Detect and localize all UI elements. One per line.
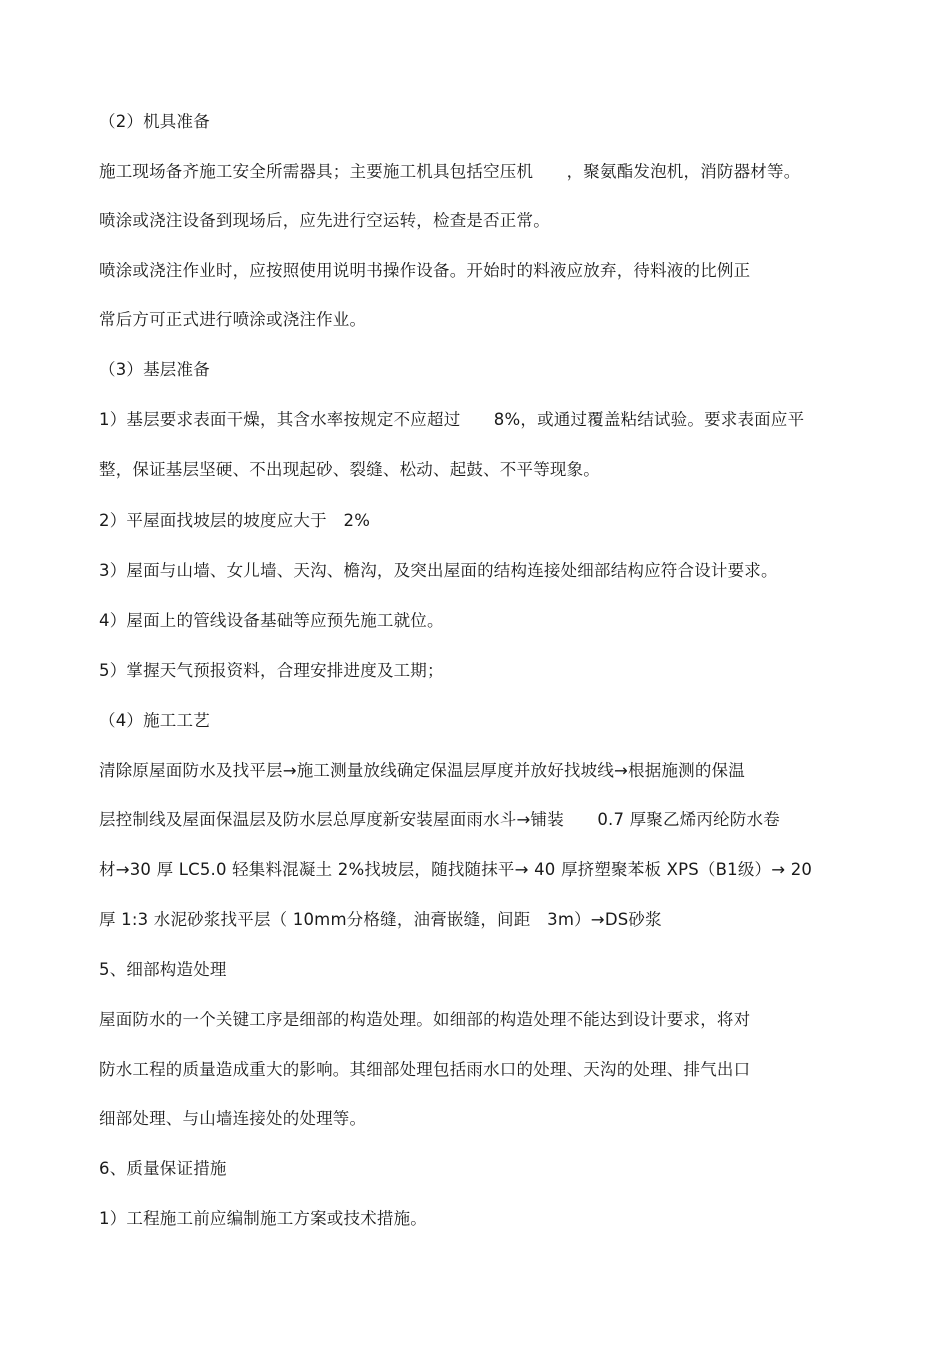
heading-base-prep: （3）基层准备 — [99, 360, 210, 379]
paragraph-line: 层控制线及屋面保温层及防水层总厚度新安装屋面雨水斗→铺装 0.7 厚聚乙烯丙纶防水卷 — [99, 810, 780, 829]
list-item: 4）屋面上的管线设备基础等应预先施工就位。 — [99, 611, 444, 630]
paragraph-line: 厚 1:3 水泥砂浆找平层（ 10mm分格缝，油膏嵌缝，间距 3m）→DS砂浆 — [99, 910, 662, 929]
paragraph-line: 防水工程的质量造成重大的影响。其细部处理包括雨水口的处理、天沟的处理、排气出口 — [99, 1060, 751, 1079]
paragraph-line: 喷涂或浇注设备到现场后，应先进行空运转，检查是否正常。 — [99, 211, 550, 230]
heading-detail-treatment: 5、细部构造处理 — [99, 960, 227, 979]
paragraph-line: 清除原屋面防水及找平层→施工测量放线确定保温层厚度并放好找坡线→根据施测的保温 — [99, 761, 745, 780]
list-item: 5）掌握天气预报资料，合理安排进度及工期； — [99, 661, 444, 680]
list-item: 1）基层要求表面干燥，其含水率按规定不应超过 8%，或通过覆盖粘结试验。要求表面应平 — [99, 410, 805, 429]
paragraph-line: 施工现场备齐施工安全所需器具；主要施工机具包括空压机 ，聚氨酯发泡机，消防器材等。 — [99, 162, 801, 181]
heading-construction-process: （4）施工工艺 — [99, 711, 210, 730]
heading-equipment-prep: （2）机具准备 — [99, 112, 210, 131]
paragraph-line: 细部处理、与山墙连接处的处理等。 — [99, 1109, 367, 1128]
list-item: 1）工程施工前应编制施工方案或技术措施。 — [99, 1209, 427, 1228]
paragraph-line: 整，保证基层坚硬、不出现起砂、裂缝、松动、起鼓、不平等现象。 — [99, 460, 600, 479]
paragraph-line: 材→30 厚 LC5.0 轻集料混凝土 2%找坡层，随找随抹平→ 40 厚挤塑聚苯板 XPS（B1级）→ 20 — [99, 860, 813, 879]
list-item: 3）屋面与山墙、女儿墙、天沟、檐沟，及突出屋面的结构连接处细部结构应符合设计要求。 — [99, 561, 778, 580]
paragraph-line: 常后方可正式进行喷涂或浇注作业。 — [99, 310, 367, 329]
list-item: 2）平屋面找坡层的坡度应大于 2% — [99, 511, 371, 530]
heading-quality-assurance: 6、质量保证措施 — [99, 1159, 227, 1178]
paragraph-line: 屋面防水的一个关键工序是细部的构造处理。如细部的构造处理不能达到设计要求，将对 — [99, 1010, 751, 1029]
paragraph-line: 喷涂或浇注作业时，应按照使用说明书操作设备。开始时的料液应放弃，待料液的比例正 — [99, 261, 751, 280]
